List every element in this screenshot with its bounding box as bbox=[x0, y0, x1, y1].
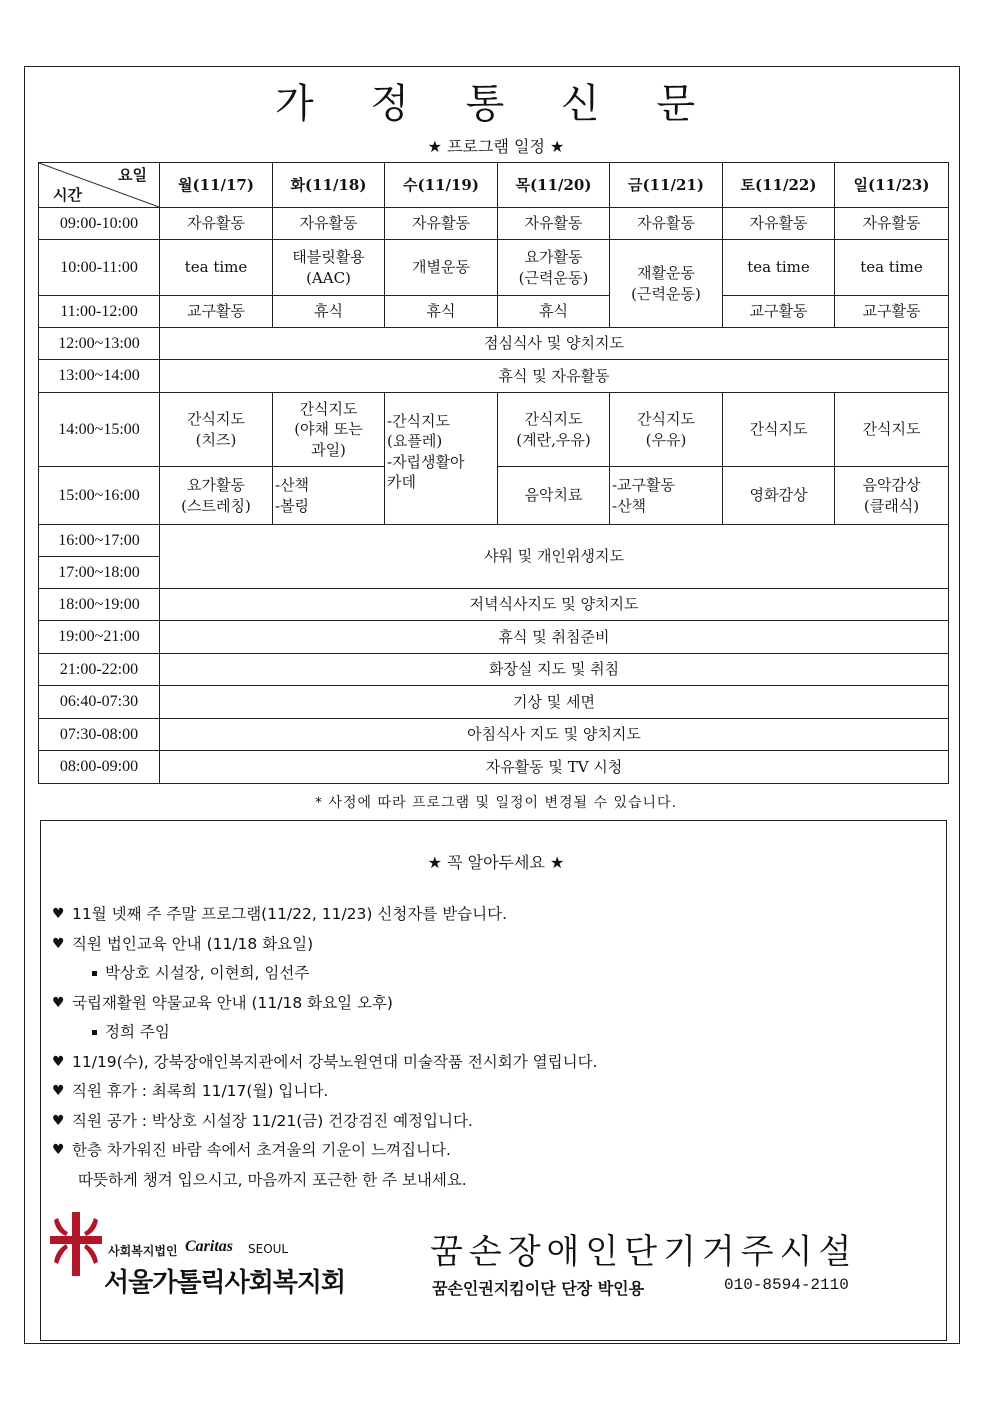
schedule-cell: tea time bbox=[835, 240, 949, 296]
notice-continuation: 따뜻하게 챙겨 입으시고, 마음까지 포근한 한 주 보내세요. bbox=[78, 1170, 467, 1189]
notice-text: 11월 넷째 주 주말 프로그램(11/22, 11/23) 신청자를 받습니다. bbox=[72, 905, 508, 923]
schedule-cell: tea time bbox=[723, 240, 835, 296]
notice-text: 11/19(수), 강북장애인복지관에서 강북노원연대 미술작품 전시회가 열립니다. bbox=[72, 1052, 598, 1071]
schedule-cell: 영화감상 bbox=[723, 467, 835, 525]
schedule-cell: 휴식 bbox=[498, 296, 610, 328]
schedule-span-cell: 저녁식사지도 및 양치지도 bbox=[160, 589, 949, 621]
day-header: 목(11/20) bbox=[498, 163, 610, 208]
heart-icon: ♥ bbox=[52, 1053, 65, 1070]
notice-text: 직원 공가 : 박상호 시설장 11/21(금) 건강검진 예정입니다. bbox=[72, 1111, 473, 1130]
schedule-subtitle: ★ 프로그램 일정 ★ bbox=[427, 137, 565, 156]
notice-subitem bbox=[52, 959, 912, 989]
contact-person: 꿈손인권지킴이단 단장 박인용 bbox=[432, 1279, 645, 1298]
time-cell: 10:00-11:00 bbox=[39, 240, 160, 296]
schedule-cell: 간식지도 (야채 또는 과일) bbox=[273, 393, 385, 467]
schedule-cell: -산책 -볼링 bbox=[273, 467, 385, 525]
schedule-cell: 자유활동 bbox=[498, 208, 610, 240]
notice-text: 직원 법인교육 안내 (11/18 화요일) bbox=[72, 934, 314, 953]
schedule-cell: tea time bbox=[160, 240, 273, 296]
notice-item bbox=[52, 1077, 912, 1107]
notice-item bbox=[52, 900, 912, 930]
time-cell: 16:00~17:00 bbox=[39, 525, 160, 557]
schedule-cell: 자유활동 bbox=[160, 208, 273, 240]
time-cell: 11:00-12:00 bbox=[39, 296, 160, 328]
corner-day-label: 요일 bbox=[118, 166, 147, 184]
schedule-span-cell: 아침식사 지도 및 양치지도 bbox=[160, 719, 949, 751]
schedule-span-cell: 기상 및 세면 bbox=[160, 686, 949, 719]
time-cell: 19:00~21:00 bbox=[39, 621, 160, 654]
heart-icon: ♥ bbox=[52, 935, 65, 952]
notice-item bbox=[52, 1048, 912, 1078]
schedule-note: * 사정에 따라 프로그램 및 일정이 변경될 수 있습니다. bbox=[314, 795, 678, 811]
notice-item bbox=[52, 930, 912, 960]
schedule-cell: 교구활동 bbox=[160, 296, 273, 328]
contact-phone: 010-8594-2110 bbox=[724, 1276, 849, 1294]
schedule-span-cell: 휴식 및 취침준비 bbox=[160, 621, 949, 654]
page-title: 가 정 통 신 문 bbox=[274, 81, 718, 127]
schedule-span-cell: 샤워 및 개인위생지도 bbox=[160, 525, 949, 589]
logo-brand: Caritas bbox=[185, 1238, 234, 1255]
logo-org-name: 서울가톨릭사회복지회 bbox=[104, 1268, 346, 1298]
schedule-cell: 간식지도 bbox=[835, 393, 949, 467]
logo-prefix: 사회복지법인 bbox=[108, 1244, 178, 1258]
schedule-cell: 휴식 bbox=[385, 296, 498, 328]
time-cell: 13:00~14:00 bbox=[39, 360, 160, 393]
notice-subitem bbox=[52, 1018, 912, 1048]
notice-subtext: 박상호 시설장, 이현희, 임선주 bbox=[105, 964, 310, 982]
schedule-cell: 자유활동 bbox=[610, 208, 723, 240]
notice-text: 직원 휴가 : 최록희 11/17(월) 입니다. bbox=[72, 1082, 329, 1100]
schedule-span-cell: 자유활동 및 TV 시청 bbox=[160, 751, 949, 784]
schedule-table bbox=[38, 162, 949, 784]
schedule-cell: 간식지도 (계란,우유) bbox=[498, 393, 610, 467]
schedule-cell: 교구활동 bbox=[835, 296, 949, 328]
schedule-cell: 간식지도 bbox=[723, 393, 835, 467]
schedule-cell: 개별운동 bbox=[385, 240, 498, 296]
schedule-cell: 자유활동 bbox=[273, 208, 385, 240]
corner-time-label: 시간 bbox=[53, 185, 82, 204]
heart-icon: ♥ bbox=[52, 1112, 65, 1129]
schedule-cell: 간식지도 (치즈) bbox=[160, 393, 273, 467]
logo-city: SEOUL bbox=[248, 1242, 289, 1256]
table-corner bbox=[39, 163, 160, 208]
notice-item bbox=[52, 1136, 912, 1166]
day-header: 수(11/19) bbox=[385, 163, 498, 208]
heart-icon: ♥ bbox=[52, 1142, 65, 1158]
schedule-cell: 요가활동 (근력운동) bbox=[498, 240, 610, 296]
schedule-span-cell: 휴식 및 자유활동 bbox=[160, 360, 949, 393]
day-header: 화(11/18) bbox=[273, 163, 385, 208]
time-cell: 17:00~18:00 bbox=[39, 557, 160, 589]
schedule-span-cell: 화장실 지도 및 취침 bbox=[160, 654, 949, 686]
schedule-cell: 재활운동 (근력운동) bbox=[610, 240, 723, 328]
notice-title: ★ 꼭 알아두세요 ★ bbox=[427, 853, 565, 872]
time-cell: 06:40-07:30 bbox=[39, 686, 160, 719]
heart-icon: ♥ bbox=[52, 994, 65, 1011]
day-header: 토(11/22) bbox=[723, 163, 835, 208]
day-header: 월(11/17) bbox=[160, 163, 273, 208]
schedule-cell: -간식지도 (요플레) -자립생활아 카데 bbox=[385, 393, 498, 525]
facility-name: 꿈손장애인단기거주시설 bbox=[430, 1232, 858, 1272]
time-cell: 08:00-09:00 bbox=[39, 751, 160, 784]
schedule-cell: -교구활동 -산책 bbox=[610, 467, 723, 525]
notice-item bbox=[52, 989, 912, 1019]
time-cell: 15:00~16:00 bbox=[39, 467, 160, 525]
time-cell: 14:00~15:00 bbox=[39, 393, 160, 467]
schedule-cell: 휴식 bbox=[273, 296, 385, 328]
notice-text: 국립재활원 약물교육 안내 (11/18 화요일 오후) bbox=[72, 993, 393, 1012]
schedule-cell: 음악치료 bbox=[498, 467, 610, 525]
schedule-cell: 자유활동 bbox=[385, 208, 498, 240]
schedule-cell: 교구활동 bbox=[723, 296, 835, 328]
schedule-cell: 태블릿활용 (AAC) bbox=[273, 240, 385, 296]
notice-item bbox=[52, 1107, 912, 1137]
heart-icon: ♥ bbox=[52, 906, 65, 922]
square-bullet-icon bbox=[92, 1030, 97, 1035]
notice-list bbox=[52, 900, 912, 1195]
time-cell: 12:00~13:00 bbox=[39, 328, 160, 360]
day-header: 금(11/21) bbox=[610, 163, 723, 208]
schedule-cell: 간식지도 (우유) bbox=[610, 393, 723, 467]
time-cell: 07:30-08:00 bbox=[39, 719, 160, 751]
day-header: 일(11/23) bbox=[835, 163, 949, 208]
schedule-cell: 자유활동 bbox=[723, 208, 835, 240]
time-cell: 18:00~19:00 bbox=[39, 589, 160, 621]
notice-subtext: 정희 주임 bbox=[105, 1023, 170, 1041]
schedule-cell: 요가활동 (스트레칭) bbox=[160, 467, 273, 525]
schedule-cell: 자유활동 bbox=[835, 208, 949, 240]
schedule-span-cell: 점심식사 및 양치지도 bbox=[160, 328, 949, 360]
notice-text: 한층 차가워진 바람 속에서 초겨울의 기운이 느껴집니다. bbox=[72, 1141, 451, 1159]
schedule-cell: 음악감상 (클래식) bbox=[835, 467, 949, 525]
time-cell: 21:00-22:00 bbox=[39, 654, 160, 686]
heart-icon: ♥ bbox=[52, 1083, 65, 1099]
time-cell: 09:00-10:00 bbox=[39, 208, 160, 240]
square-bullet-icon bbox=[92, 971, 97, 976]
